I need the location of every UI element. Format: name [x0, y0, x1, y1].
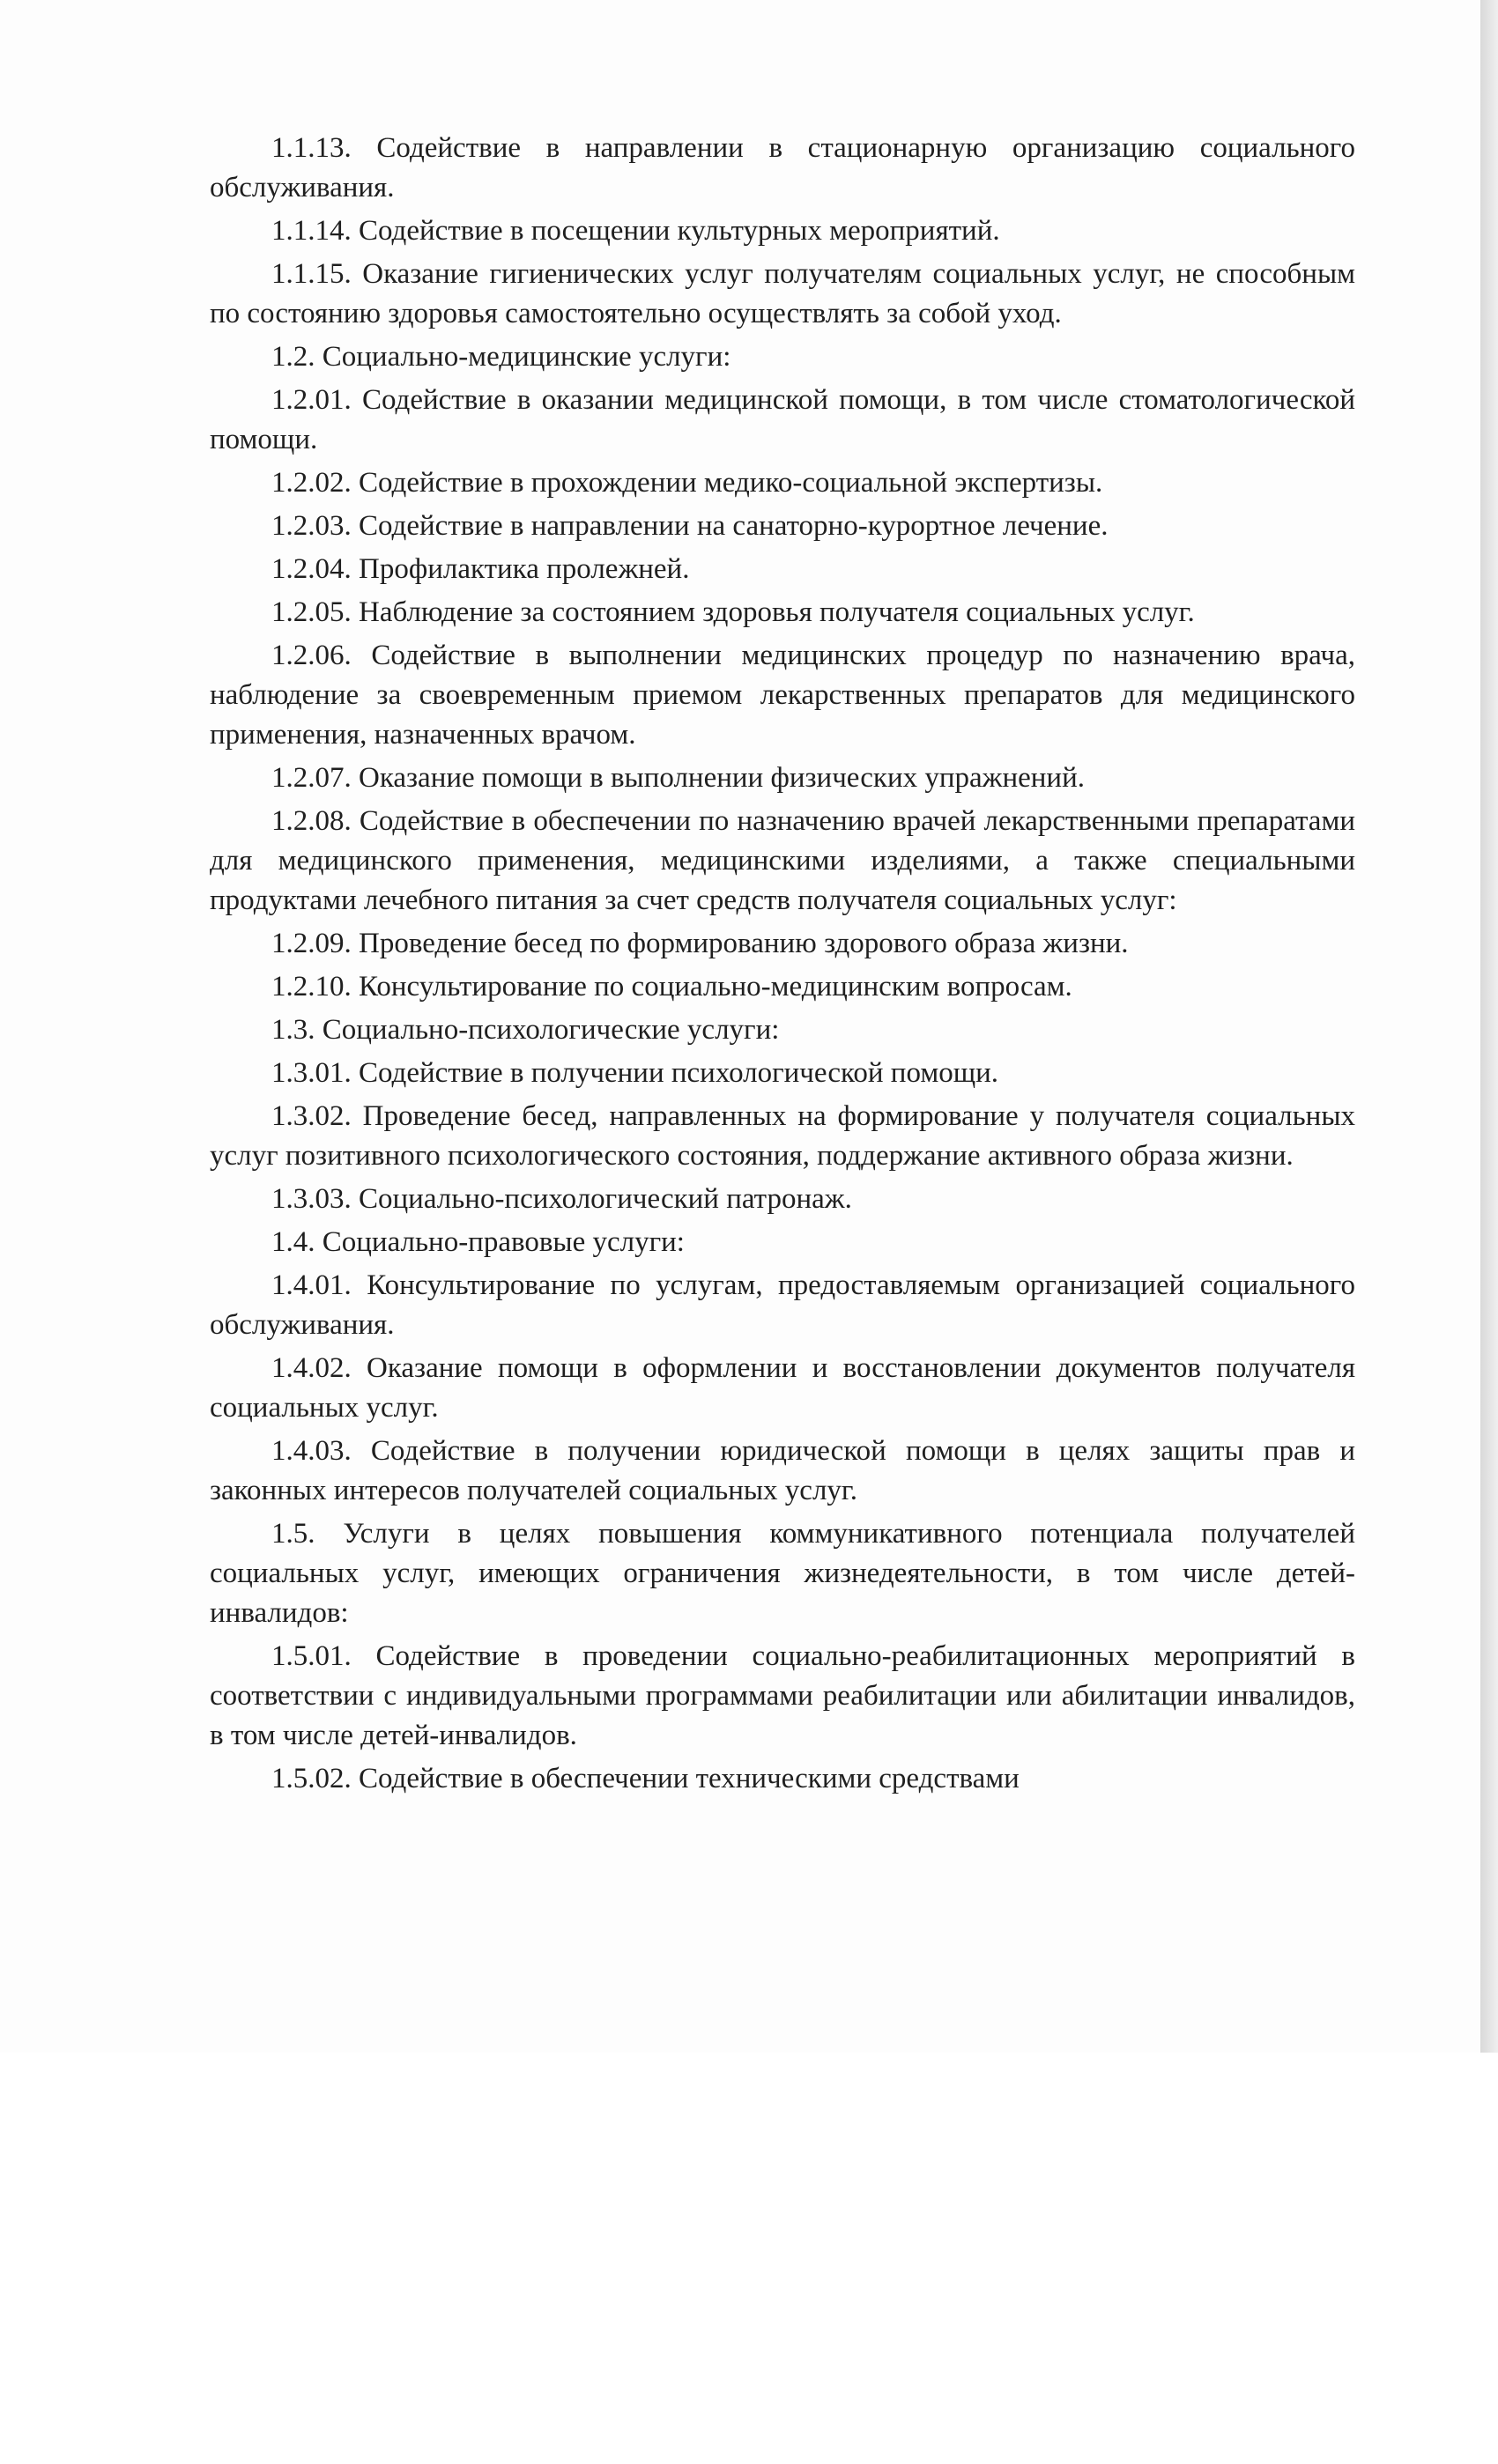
- paragraph: 1.1.14. Содействие в посещении культурных мероприятий.: [271, 215, 1000, 247]
- paragraph: 1.3.02. Проведение бесед, направленных на формирование у получателя социальных услуг позитивного психологического состояния, поддержание активного образа жизни.: [210, 1100, 1355, 1172]
- section-heading: 1.2. Социально-медицинские услуги:: [271, 341, 731, 373]
- paragraph: 1.3.01. Содействие в получении психологической помощи.: [271, 1057, 999, 1089]
- paragraph: 1.4.01. Консультирование по услугам, предоставляемым организацией социального обслуживания.: [210, 1269, 1355, 1341]
- paragraph: 1.2.10. Консультирование по социально-медицинским вопросам.: [271, 971, 1072, 1003]
- paragraph: 1.2.06. Содействие в выполнении медицинских процедур по назначению врача, наблюдение за своевременным приемом лекарственных препаратов для медицинского применения, назначенных врачом.: [210, 640, 1355, 751]
- paragraph: 1.2.09. Проведение бесед по формированию здорового образа жизни.: [271, 928, 1129, 959]
- paragraph: 1.2.02. Содействие в прохождении медико-социальной экспертизы.: [271, 467, 1103, 499]
- paragraph: 1.5.01. Содействие в проведении социально-реабилитационных мероприятий в соответствии с индивидуальными программами реабилитации или абилитации инвалидов, в том числе детей-инвалидов.: [210, 1640, 1355, 1751]
- scan-edge-shadow: [1480, 0, 1498, 2053]
- document-text: [210, 129, 1355, 1799]
- paragraph: 1.1.15. Оказание гигиенических услуг получателям социальных услуг, не способным по состоянию здоровья самостоятельно осуществлять за собой уход.: [210, 258, 1355, 329]
- paragraph: 1.1.13. Содействие в направлении в стационарную организацию социального обслуживания.: [210, 132, 1355, 203]
- paragraph: 1.4.03. Содействие в получении юридической помощи в целях защиты прав и законных интересов получателей социальных услуг.: [210, 1435, 1355, 1506]
- paragraph: 1.2.05. Наблюдение за состоянием здоровья получателя социальных услуг.: [271, 596, 1195, 628]
- paragraph: 1.4.02. Оказание помощи в оформлении и восстановлении документов получателя социальных услуг.: [210, 1352, 1355, 1424]
- paragraph: 1.2.03. Содействие в направлении на санаторно-курортное лечение.: [271, 510, 1109, 542]
- paragraph: 1.2.07. Оказание помощи в выполнении физических упражнений.: [271, 762, 1086, 794]
- paragraph: 1.3.03. Социально-психологический патронаж.: [271, 1183, 852, 1215]
- paragraph: 1.2.08. Содействие в обеспечении по назначению врачей лекарственными препаратами для медицинского применения, медицинскими изделиями, а также специальными продуктами лечебного питания за счет средств получателя социальных услуг:: [210, 805, 1355, 916]
- section-heading: 1.3. Социально-психологические услуги:: [271, 1014, 780, 1046]
- paragraph: 1.2.01. Содействие в оказании медицинской помощи, в том числе стоматологической помощи.: [210, 384, 1355, 455]
- section-heading: 1.4. Социально-правовые услуги:: [271, 1226, 685, 1258]
- paragraph: 1.5.02. Содействие в обеспечении техническими средствами: [271, 1763, 1020, 1794]
- paragraph: 1.2.04. Профилактика пролежней.: [271, 553, 690, 585]
- section-heading: 1.5. Услуги в целях повышения коммуникативного потенциала получателей социальных услуг, имеющих ограничения жизнедеятельности, в том числе детей-инвалидов:: [210, 1518, 1355, 1629]
